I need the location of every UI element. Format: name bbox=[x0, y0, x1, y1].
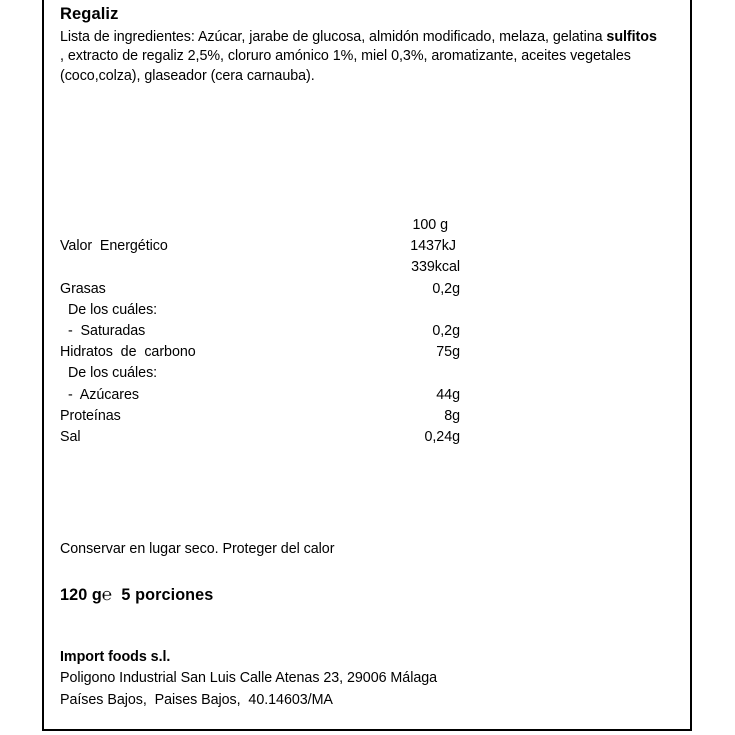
nutrition-value: 75g bbox=[436, 344, 460, 361]
nutrition-value: 339kcal bbox=[411, 259, 460, 276]
table-row bbox=[60, 321, 460, 342]
ingredients-prefix: Lista de ingredientes: Azúcar, jarabe de glucosa, almidón modificado, melaza, gelatina bbox=[60, 29, 607, 45]
estimated-sign-icon: ℮ bbox=[101, 585, 113, 604]
nutrition-value: 1437kJ bbox=[410, 238, 456, 255]
nutrition-label: Grasas bbox=[60, 280, 106, 297]
company-address: Poligono Industrial San Luis Calle Atenas 23, 29006 Málaga bbox=[60, 670, 438, 687]
table-row bbox=[60, 279, 460, 300]
nutrition-facts-table bbox=[60, 215, 460, 448]
company-name: Import foods s.l. bbox=[60, 649, 171, 665]
ingredients-list bbox=[60, 28, 660, 86]
allergen-sulfitos: sulfitos bbox=[606, 29, 657, 45]
page-title: Regaliz bbox=[60, 5, 119, 23]
nutrition-value: 44g bbox=[436, 386, 460, 403]
table-row bbox=[60, 363, 460, 384]
nutrition-label: De los cuáles: bbox=[68, 365, 158, 382]
portions-count: 5 porciones bbox=[121, 586, 214, 604]
nutrition-value: 8g bbox=[444, 407, 460, 424]
nutrition-column-header: 100 g bbox=[412, 217, 448, 233]
table-row bbox=[60, 342, 460, 363]
nutrition-label: Proteínas bbox=[60, 407, 121, 424]
nutrition-label-panel bbox=[42, 0, 692, 731]
nutrition-label: Hidratos de carbono bbox=[60, 344, 196, 361]
nutrition-label: Valor Energético bbox=[60, 238, 168, 255]
table-row bbox=[60, 385, 460, 406]
net-weight: 120 g bbox=[60, 586, 102, 604]
nutrition-value: 0,2g bbox=[432, 280, 460, 297]
company-origin: Países Bajos, Paises Bajos, 40.14603/MA bbox=[60, 691, 333, 708]
table-row bbox=[60, 427, 460, 448]
table-row bbox=[60, 406, 460, 427]
nutrition-label: De los cuáles: bbox=[68, 301, 158, 318]
manufacturer-info bbox=[60, 647, 437, 711]
net-quantity-line bbox=[60, 584, 213, 606]
nutrition-value: 0,24g bbox=[424, 428, 460, 445]
ingredients-suffix: , extracto de regaliz 2,5%, cloruro amónico 1%, miel 0,3%, aromatizante, aceites vegetales (coco,colza), glaseador (cera carnauba). bbox=[60, 48, 631, 84]
storage-instructions: Conservar en lugar seco. Proteger del calor bbox=[60, 541, 335, 557]
table-row bbox=[60, 300, 460, 321]
nutrition-value: 0,2g bbox=[432, 322, 460, 339]
nutrition-label: - Azúcares bbox=[68, 386, 139, 403]
table-row bbox=[60, 257, 460, 278]
nutrition-label: - Saturadas bbox=[68, 322, 146, 339]
nutrition-label: Sal bbox=[60, 428, 81, 445]
table-row bbox=[60, 236, 460, 257]
table-row-header bbox=[60, 215, 460, 236]
